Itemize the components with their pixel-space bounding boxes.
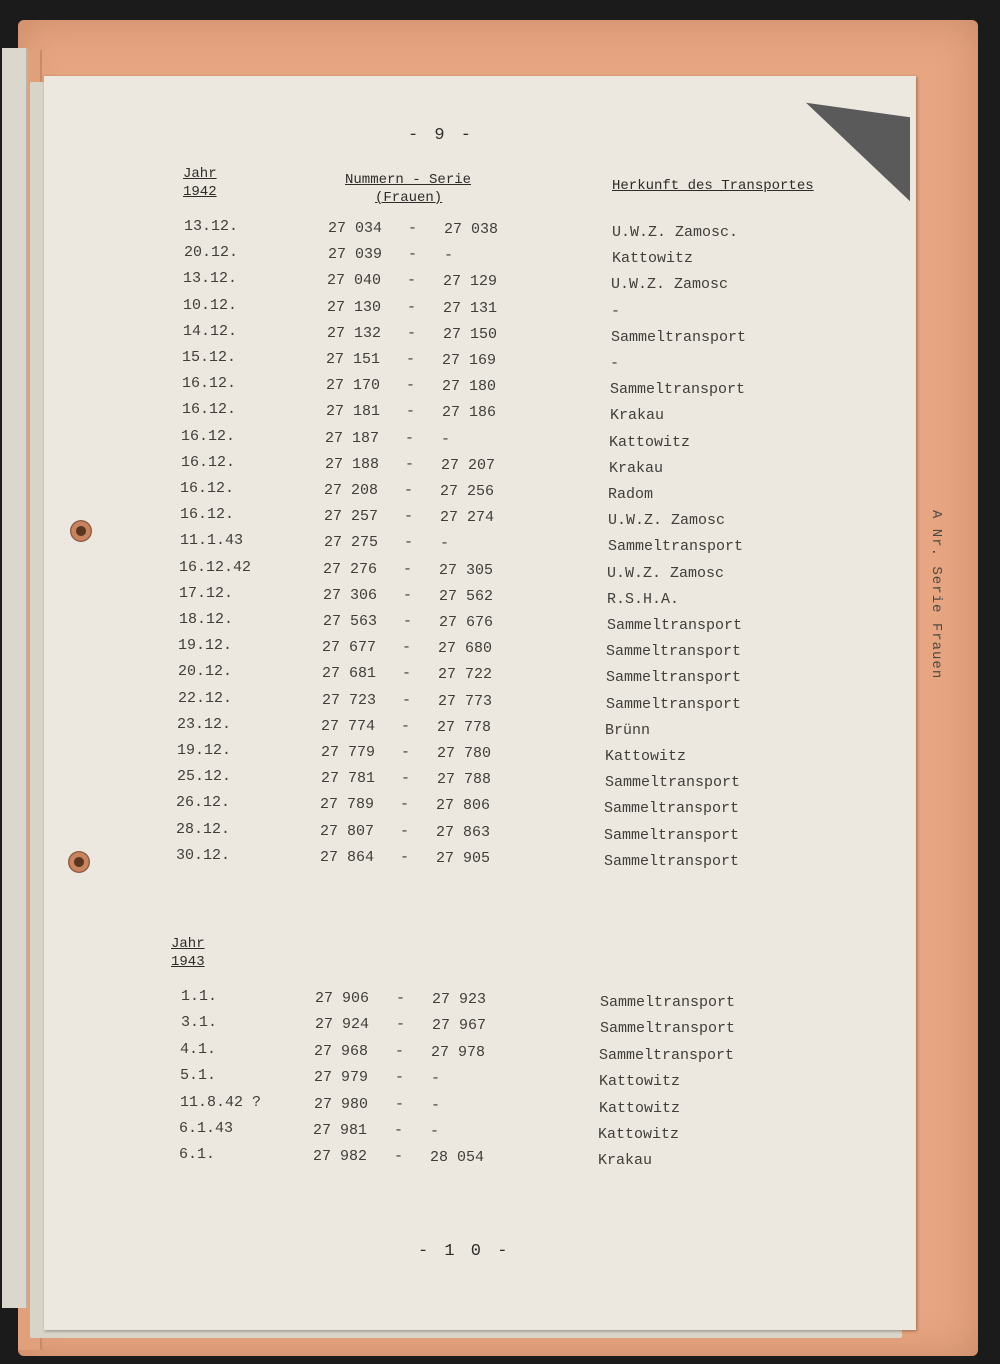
range-dash: - xyxy=(408,246,418,264)
date-cell: 18.12. xyxy=(179,611,234,628)
folded-corner xyxy=(806,103,910,202)
date-cell: 16.12. xyxy=(181,427,236,445)
number-from-cell: 27 864 xyxy=(320,848,375,866)
number-to-cell: 27 967 xyxy=(432,1017,487,1035)
date-cell: 19.12. xyxy=(177,742,232,759)
number-from-cell: 27 924 xyxy=(315,1016,370,1034)
number-from-cell: 27 170 xyxy=(326,377,381,395)
range-dash: - xyxy=(402,665,412,683)
origin-header: Herkunft des Transportes xyxy=(612,178,814,194)
date-cell: 11.8.42 ? xyxy=(180,1093,262,1111)
number-to-cell: 27 256 xyxy=(440,483,495,500)
range-dash: - xyxy=(402,691,412,709)
punch-hole-bottom xyxy=(68,851,90,873)
number-to-cell: - xyxy=(441,430,451,448)
number-from-cell: 27 979 xyxy=(314,1069,369,1087)
origin-cell: Sammeltransport xyxy=(606,669,742,687)
origin-cell: Kattowitz xyxy=(609,433,691,451)
range-dash: - xyxy=(404,534,414,552)
range-dash: - xyxy=(401,717,411,735)
range-dash: - xyxy=(405,429,415,447)
date-cell: 19.12. xyxy=(178,637,233,655)
origin-cell: Sammeltransport xyxy=(606,695,742,713)
origin-cell: Kattowitz xyxy=(598,1126,680,1143)
number-from-cell: 27 563 xyxy=(323,613,378,630)
number-from-cell: 27 187 xyxy=(325,429,380,447)
numbers-series-header: Nummern - Serie xyxy=(345,172,472,188)
origin-cell: Sammeltransport xyxy=(600,994,736,1011)
date-cell: 16.12. xyxy=(181,453,236,471)
date-cell: 16.12. xyxy=(180,480,235,497)
number-to-cell: 27 169 xyxy=(442,352,497,369)
origin-cell: Kattowitz xyxy=(599,1073,681,1091)
origin-cell: U.W.Z. Zamosc xyxy=(608,512,726,530)
origin-cell: Krakau xyxy=(610,407,665,425)
date-cell: 30.12. xyxy=(176,846,231,864)
origin-cell: Sammeltransport xyxy=(600,1020,736,1038)
date-cell: 11.1.43 xyxy=(180,532,244,550)
date-cell: 3.1. xyxy=(181,1014,218,1032)
number-from-cell: 27 208 xyxy=(324,482,379,499)
range-dash: - xyxy=(396,1016,406,1034)
origin-cell: - xyxy=(611,302,621,320)
number-to-cell: - xyxy=(430,1123,440,1140)
date-cell: 13.12. xyxy=(183,270,238,288)
origin-cell: R.S.H.A. xyxy=(607,590,680,608)
origin-cell: Sammeltransport xyxy=(604,852,740,870)
origin-cell: Krakau xyxy=(598,1152,653,1170)
date-cell: 28.12. xyxy=(176,820,231,838)
number-from-cell: 27 681 xyxy=(322,665,377,683)
number-from-cell: 27 306 xyxy=(323,586,378,604)
number-from-cell: 27 039 xyxy=(328,246,383,264)
number-from-cell: 27 677 xyxy=(322,639,377,657)
range-dash: - xyxy=(403,560,413,578)
date-cell: 4.1. xyxy=(180,1040,217,1058)
number-to-cell: 27 923 xyxy=(432,991,487,1008)
number-to-cell: 27 562 xyxy=(439,587,494,605)
range-dash: - xyxy=(403,586,413,604)
number-to-cell: 27 305 xyxy=(439,561,494,579)
numbers-series-subheader: (Frauen) xyxy=(375,190,443,206)
number-to-cell: - xyxy=(444,247,454,265)
origin-cell: U.W.Z. Zamosc xyxy=(611,276,729,294)
origin-cell: Sammeltransport xyxy=(607,617,743,634)
origin-cell: Sammeltransport xyxy=(604,826,740,844)
number-from-cell: 27 257 xyxy=(324,508,379,526)
origin-cell: Radom xyxy=(608,486,654,503)
number-from-cell: 27 789 xyxy=(320,796,375,814)
number-to-cell: - xyxy=(431,1070,441,1088)
number-to-cell: 27 680 xyxy=(438,640,493,658)
origin-cell: Kattowitz xyxy=(599,1099,681,1117)
origin-cell: Sammeltransport xyxy=(610,381,746,399)
number-to-cell: 27 905 xyxy=(436,849,491,867)
origin-cell: Sammeltransport xyxy=(611,328,747,346)
origin-cell: Kattowitz xyxy=(605,748,687,765)
number-to-cell: 27 806 xyxy=(436,797,491,815)
date-cell: 16.12.42 xyxy=(179,558,252,576)
number-to-cell: 27 773 xyxy=(438,692,493,710)
number-from-cell: 27 181 xyxy=(326,403,381,421)
folder-side-label: A Nr. Serie Frauen xyxy=(928,510,944,680)
range-dash: - xyxy=(401,770,411,788)
origin-cell: Sammeltransport xyxy=(608,538,744,556)
range-dash: - xyxy=(407,298,417,316)
range-dash: - xyxy=(405,455,415,473)
range-dash: - xyxy=(407,324,417,342)
number-from-cell: 27 275 xyxy=(324,534,379,552)
origin-cell: Krakau xyxy=(609,459,664,477)
date-cell: 17.12. xyxy=(179,584,234,602)
number-from-cell: 27 982 xyxy=(313,1148,368,1166)
number-to-cell: 27 150 xyxy=(443,325,498,343)
year-1943: 1943 xyxy=(171,954,205,970)
number-from-cell: 27 774 xyxy=(321,717,376,735)
range-dash: - xyxy=(406,377,416,395)
number-to-cell: 27 131 xyxy=(443,299,498,317)
number-to-cell: 27 274 xyxy=(440,509,495,527)
number-from-cell: 27 781 xyxy=(321,770,376,788)
number-to-cell: 27 978 xyxy=(431,1043,486,1061)
adjacent-page-edge xyxy=(2,48,28,1308)
range-dash: - xyxy=(406,351,416,368)
date-cell: 20.12. xyxy=(184,244,239,262)
date-cell: 14.12. xyxy=(183,322,238,340)
origin-cell: U.W.Z. Zamosc xyxy=(607,564,725,582)
date-cell: 16.12. xyxy=(182,401,237,419)
number-from-cell: 27 980 xyxy=(314,1095,369,1113)
range-dash: - xyxy=(395,1042,405,1060)
number-from-cell: 27 151 xyxy=(326,351,381,368)
date-cell: 16.12. xyxy=(180,506,235,524)
origin-cell: Sammeltransport xyxy=(605,774,741,792)
number-to-cell: - xyxy=(440,535,450,553)
range-dash: - xyxy=(400,822,410,840)
number-from-cell: 27 981 xyxy=(313,1122,368,1139)
number-to-cell: 27 788 xyxy=(437,771,492,789)
date-cell: 22.12. xyxy=(178,689,233,707)
page-number-top: - 9 - xyxy=(408,126,475,145)
range-dash: - xyxy=(401,744,411,761)
date-cell: 26.12. xyxy=(176,794,231,812)
range-dash: - xyxy=(404,482,414,499)
range-dash: - xyxy=(402,639,412,657)
number-from-cell: 27 188 xyxy=(325,455,380,473)
date-cell: 13.12. xyxy=(184,218,239,235)
number-to-cell: 27 863 xyxy=(436,823,491,841)
number-to-cell: 27 676 xyxy=(439,614,494,631)
number-to-cell: 27 038 xyxy=(444,221,499,238)
page-number-bottom: - 1 0 - xyxy=(418,1242,511,1261)
number-from-cell: 27 906 xyxy=(315,990,370,1007)
range-dash: - xyxy=(403,613,413,630)
number-from-cell: 27 779 xyxy=(321,744,376,761)
origin-cell: - xyxy=(610,355,620,372)
range-dash: - xyxy=(394,1122,404,1139)
number-to-cell: 28 054 xyxy=(430,1149,485,1167)
range-dash: - xyxy=(400,796,410,814)
date-cell: 25.12. xyxy=(177,768,232,786)
number-to-cell: 27 129 xyxy=(443,273,498,291)
date-cell: 23.12. xyxy=(177,715,232,733)
date-cell: 1.1. xyxy=(181,988,218,1005)
number-from-cell: 27 807 xyxy=(320,822,375,840)
date-cell: 5.1. xyxy=(180,1067,217,1085)
range-dash: - xyxy=(408,220,418,237)
date-cell: 20.12. xyxy=(178,663,233,681)
range-dash: - xyxy=(395,1069,405,1087)
number-from-cell: 27 276 xyxy=(323,560,378,578)
number-from-cell: 27 968 xyxy=(314,1042,369,1060)
date-cell: 6.1.43 xyxy=(179,1120,234,1137)
number-from-cell: 27 040 xyxy=(327,272,382,290)
origin-cell: Kattowitz xyxy=(612,250,694,268)
number-from-cell: 27 723 xyxy=(322,691,377,709)
number-to-cell: 27 778 xyxy=(437,718,492,736)
number-to-cell: 27 722 xyxy=(438,666,493,684)
range-dash: - xyxy=(406,403,416,421)
year-label-1943: Jahr xyxy=(171,936,205,952)
origin-cell: Brünn xyxy=(605,721,651,739)
range-dash: - xyxy=(400,848,410,866)
origin-cell: U.W.Z. Zamosc. xyxy=(612,224,739,241)
number-to-cell: 27 180 xyxy=(442,378,497,396)
origin-cell: Sammeltransport xyxy=(599,1046,735,1064)
number-to-cell: 27 207 xyxy=(441,456,496,474)
number-to-cell: 27 780 xyxy=(437,745,492,762)
number-to-cell: - xyxy=(431,1096,441,1114)
range-dash: - xyxy=(407,272,417,290)
date-cell: 16.12. xyxy=(182,375,237,393)
year-label-1942: Jahr xyxy=(183,166,217,182)
range-dash: - xyxy=(394,1148,404,1166)
number-to-cell: 27 186 xyxy=(442,404,497,422)
punch-hole-top xyxy=(70,520,92,542)
range-dash: - xyxy=(395,1095,405,1113)
range-dash: - xyxy=(396,990,406,1007)
date-cell: 6.1. xyxy=(179,1146,216,1164)
date-cell: 10.12. xyxy=(183,296,238,314)
date-cell: 15.12. xyxy=(182,349,237,366)
number-from-cell: 27 034 xyxy=(328,220,383,237)
range-dash: - xyxy=(404,508,414,526)
origin-cell: Sammeltransport xyxy=(604,800,740,818)
number-from-cell: 27 132 xyxy=(327,324,382,342)
year-1942: 1942 xyxy=(183,184,217,200)
origin-cell: Sammeltransport xyxy=(606,643,742,661)
number-from-cell: 27 130 xyxy=(327,298,382,316)
